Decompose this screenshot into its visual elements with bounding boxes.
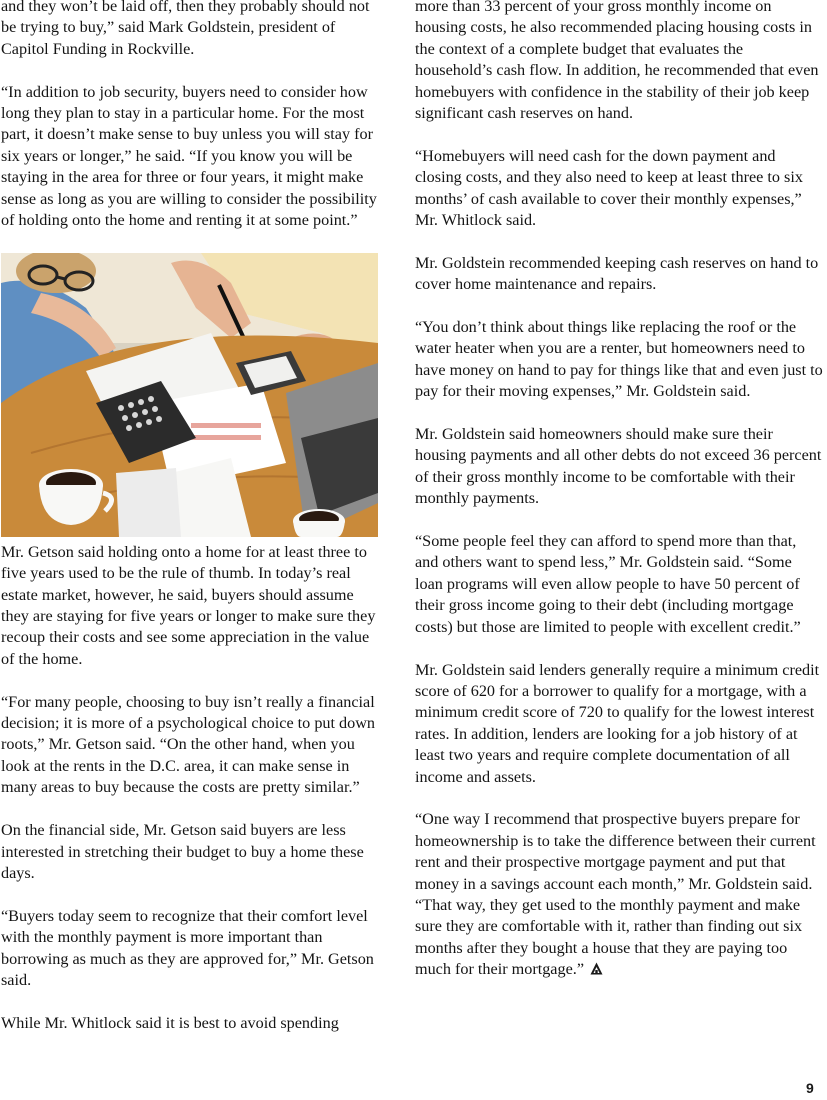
paragraph: “Homebuyers will need cash for the down payment and closing costs, and they also need to keep at least three to six months’ of cash available to cover their monthly expenses,” Mr. Whitlock said. [415, 146, 803, 230]
paragraph: “Buyers today seem to recognize that their comfort level with the monthly payment is more important than borrowing as much as they are approved for,” Mr. Getson said. [1, 906, 374, 989]
house-end-mark-icon [590, 962, 603, 975]
final-paragraph-text: “One way I recommend that prospective buyers prepare for homeownership is to take the difference between their current rent and their prospective mortgage payment and put that money in a savings account each month,” Mr. Goldstein said. “That way, they get used to the monthly payment and make sure they are comfortable with it, rather than finding out six months after they bought a house that they are paying too much for their mortgage.” [415, 810, 816, 979]
page-number: 9 [806, 1080, 814, 1096]
paragraph: Mr. Goldstein said homeowners should make sure their housing payments and all other debts do not exceed 36 percent of their gross monthly income to be comfortable with their monthly payments. [415, 425, 822, 508]
paragraph: more than 33 percent of your gross monthly income on housing costs, he also recommended placing housing costs in the context of a complete budget that evaluates the household’s cash flow. In addition, he recommended that even homebuyers with confidence in the stability of their job keep significant cash reserves on hand. [415, 0, 819, 123]
couple-paying-bills-photo [1, 253, 378, 537]
paragraph: Mr. Getson said holding onto a home for at least three to five years used to be the rule of thumb. In today’s real estate market, however, he said, buyers should assume they are staying for five years or longer to make sure they recoup their costs and see some appreciation in the value of the home. [1, 542, 376, 668]
paragraph: Mr. Goldstein said lenders generally require a minimum credit score of 620 for a borrower to qualify for a mortgage, with a minimum credit score of 720 to qualify for the lowest interest rates. In addition, lenders are looking for a job history of at least two years and require complete documentation of all income and assets. [415, 660, 820, 786]
paragraph: “You don’t think about things like replacing the roof or the water heater when you are a renter, but homeowners need to have money on hand to pay for things like that and even just to pay for their moving expenses,” Mr. Goldstein said. [415, 318, 823, 401]
paragraph: Mr. Goldstein recommended keeping cash reserves on hand to cover home maintenance and repairs. [415, 253, 819, 294]
right-column [415, 0, 823, 1002]
paragraph: On the financial side, Mr. Getson said buyers are less interested in stretching their budget to buy a home these days. [1, 821, 364, 882]
left-column [1, 0, 385, 1056]
paragraph: “In addition to job security, buyers need to consider how long they plan to stay in a particular home. For the most part, it doesn’t make sense to buy unless you will stay for six years or longer,” he said. “If you know you will be staying in the area for three or four years, it might make sense as long as you are willing to consider the possibility of holding onto the home and renting it at some point.” [1, 82, 377, 230]
paragraph: and they won’t be laid off, then they probably should not be trying to buy,” said Mark Goldstein, president of Capitol Funding in Rockville. [1, 0, 370, 58]
paragraph: “Some people feel they can afford to spend more than that, and others want to spend less,” Mr. Goldstein said. “Some loan programs will even allow people to have 50 percent of their gross income going to their debt (including mortgage costs) but those are limited to people with excellent credit.” [415, 532, 801, 636]
paragraph: While Mr. Whitlock said it is best to avoid spending [1, 1013, 339, 1032]
paragraph: “For many people, choosing to buy isn’t really a financial decision; it is more of a psychological choice to put down roots,” Mr. Getson said. “On the other hand, when you look at the rents in the D.C. area, it can make sense in many areas to buy because the costs are pretty similar.” [1, 692, 376, 797]
final-paragraph [415, 809, 823, 980]
